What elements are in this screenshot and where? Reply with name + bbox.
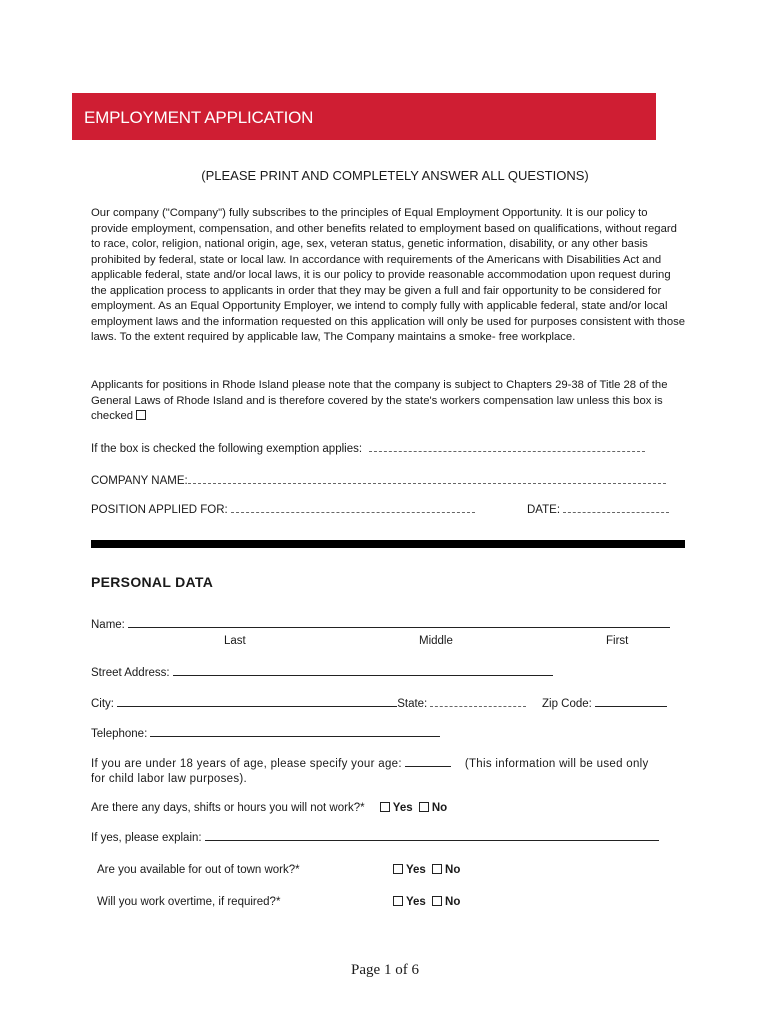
city-row <box>91 698 526 710</box>
first-name-caption: First <box>606 635 629 647</box>
rhode-island-text-body: Applicants for positions in Rhode Island please note that the company is subject to Chapters 29-38 of Title 28 of the General Laws of Rhode Island and is therefore covered by the state's workers compensation law unless this box is checked <box>91 379 668 422</box>
position-field[interactable] <box>231 512 475 513</box>
page-number: Page 1 of 6 <box>351 962 419 978</box>
rhode-island-text <box>91 378 687 425</box>
last-name-caption: Last <box>224 635 246 647</box>
under18-note-2: for child labor law purposes). <box>91 773 248 785</box>
page-title: EMPLOYMENT APPLICATION <box>84 108 314 127</box>
travel-yes-checkbox[interactable] <box>393 864 403 874</box>
position-row <box>91 504 475 516</box>
explain-field[interactable] <box>205 840 659 841</box>
name-label: Name: <box>91 619 125 631</box>
state-field[interactable] <box>430 706 526 707</box>
personal-data-heading: PERSONAL DATA <box>91 574 214 590</box>
explain-row <box>91 832 659 844</box>
subtitle: (PLEASE PRINT AND COMPLETELY ANSWER ALL QUESTIONS) <box>201 168 589 183</box>
ri-exemption-checkbox[interactable] <box>136 410 146 420</box>
date-label: DATE: <box>527 504 561 516</box>
under18-note: (This information will be used only <box>464 758 649 770</box>
under18-label: If you are under 18 years of age, please specify your age: <box>91 758 402 770</box>
position-label: POSITION APPLIED FOR: <box>91 504 228 516</box>
telephone-field[interactable] <box>150 736 440 737</box>
telephone-row <box>91 728 440 740</box>
name-row <box>91 619 670 631</box>
exemption-row <box>91 443 645 455</box>
eeo-paragraph <box>91 206 687 346</box>
under18-row <box>91 758 649 770</box>
zip-row <box>542 698 667 710</box>
exemption-label: If the box is checked the following exemption applies: <box>91 443 363 455</box>
company-name-label: COMPANY NAME: <box>91 475 188 487</box>
company-name-field[interactable] <box>188 483 666 484</box>
days-yes-checkbox[interactable] <box>380 802 390 812</box>
travel-yes-label: Yes <box>406 864 426 877</box>
zip-label: Zip Code: <box>542 698 592 710</box>
telephone-label: Telephone: <box>91 728 148 740</box>
overtime-yes-checkbox[interactable] <box>393 896 403 906</box>
date-field[interactable] <box>563 512 669 513</box>
overtime-options <box>390 896 460 908</box>
days-row <box>91 802 447 814</box>
explain-label: If yes, please explain: <box>91 832 202 844</box>
overtime-no-label: No <box>445 896 461 909</box>
middle-name-caption: Middle <box>419 635 453 647</box>
overtime-question: Will you work overtime, if required?* <box>97 896 281 908</box>
company-name-row <box>91 475 666 487</box>
name-field[interactable] <box>128 627 670 628</box>
age-field[interactable] <box>405 766 451 767</box>
eeo-text: Our company ("Company") fully subscribes to the principles of Equal Employment Opportunity. It is our policy to provide employment, compensation, and other benefits related to employment based on qualifications, without regard to race, color, religion, national origin, age, sex, veteran status, genetic information, disability, or any other basis prohibited by federal, state or local law. In accordance with requirements of the Americans with Disabilities Act and applicable federal, state and/or local laws, it is our policy to provide reasonable accommodation upon request during the application process to applicants in order that they may be given a full and fair opportunity to be considered for employment. As an Equal Opportunity Employer, we intend to comply fully with applicable federal, state and/or local employment laws and the information requested on this application will only be used for purposes consistent with those laws. To the extent required by applicable law, The Company maintains a smoke- free workplace. <box>91 207 686 343</box>
city-field[interactable] <box>117 706 397 707</box>
date-row <box>527 504 669 516</box>
overtime-yes-label: Yes <box>406 896 426 909</box>
travel-options <box>390 864 460 876</box>
title-banner <box>72 93 656 140</box>
state-label: State: <box>397 698 428 710</box>
rhode-island-paragraph <box>91 378 687 425</box>
travel-no-checkbox[interactable] <box>432 864 442 874</box>
overtime-no-checkbox[interactable] <box>432 896 442 906</box>
travel-question: Are you available for out of town work?* <box>97 864 300 876</box>
days-question: Are there any days, shifts or hours you will not work?* <box>91 802 365 815</box>
days-no-label: No <box>431 802 448 815</box>
travel-no-label: No <box>445 864 461 877</box>
section-divider <box>91 540 685 548</box>
street-label: Street Address: <box>91 667 170 679</box>
city-label: City: <box>91 698 114 710</box>
days-yes-label: Yes <box>392 802 413 815</box>
zip-field[interactable] <box>595 706 667 707</box>
exemption-field[interactable] <box>369 451 645 452</box>
street-field[interactable] <box>173 675 553 676</box>
days-no-checkbox[interactable] <box>419 802 429 812</box>
street-row <box>91 667 553 679</box>
